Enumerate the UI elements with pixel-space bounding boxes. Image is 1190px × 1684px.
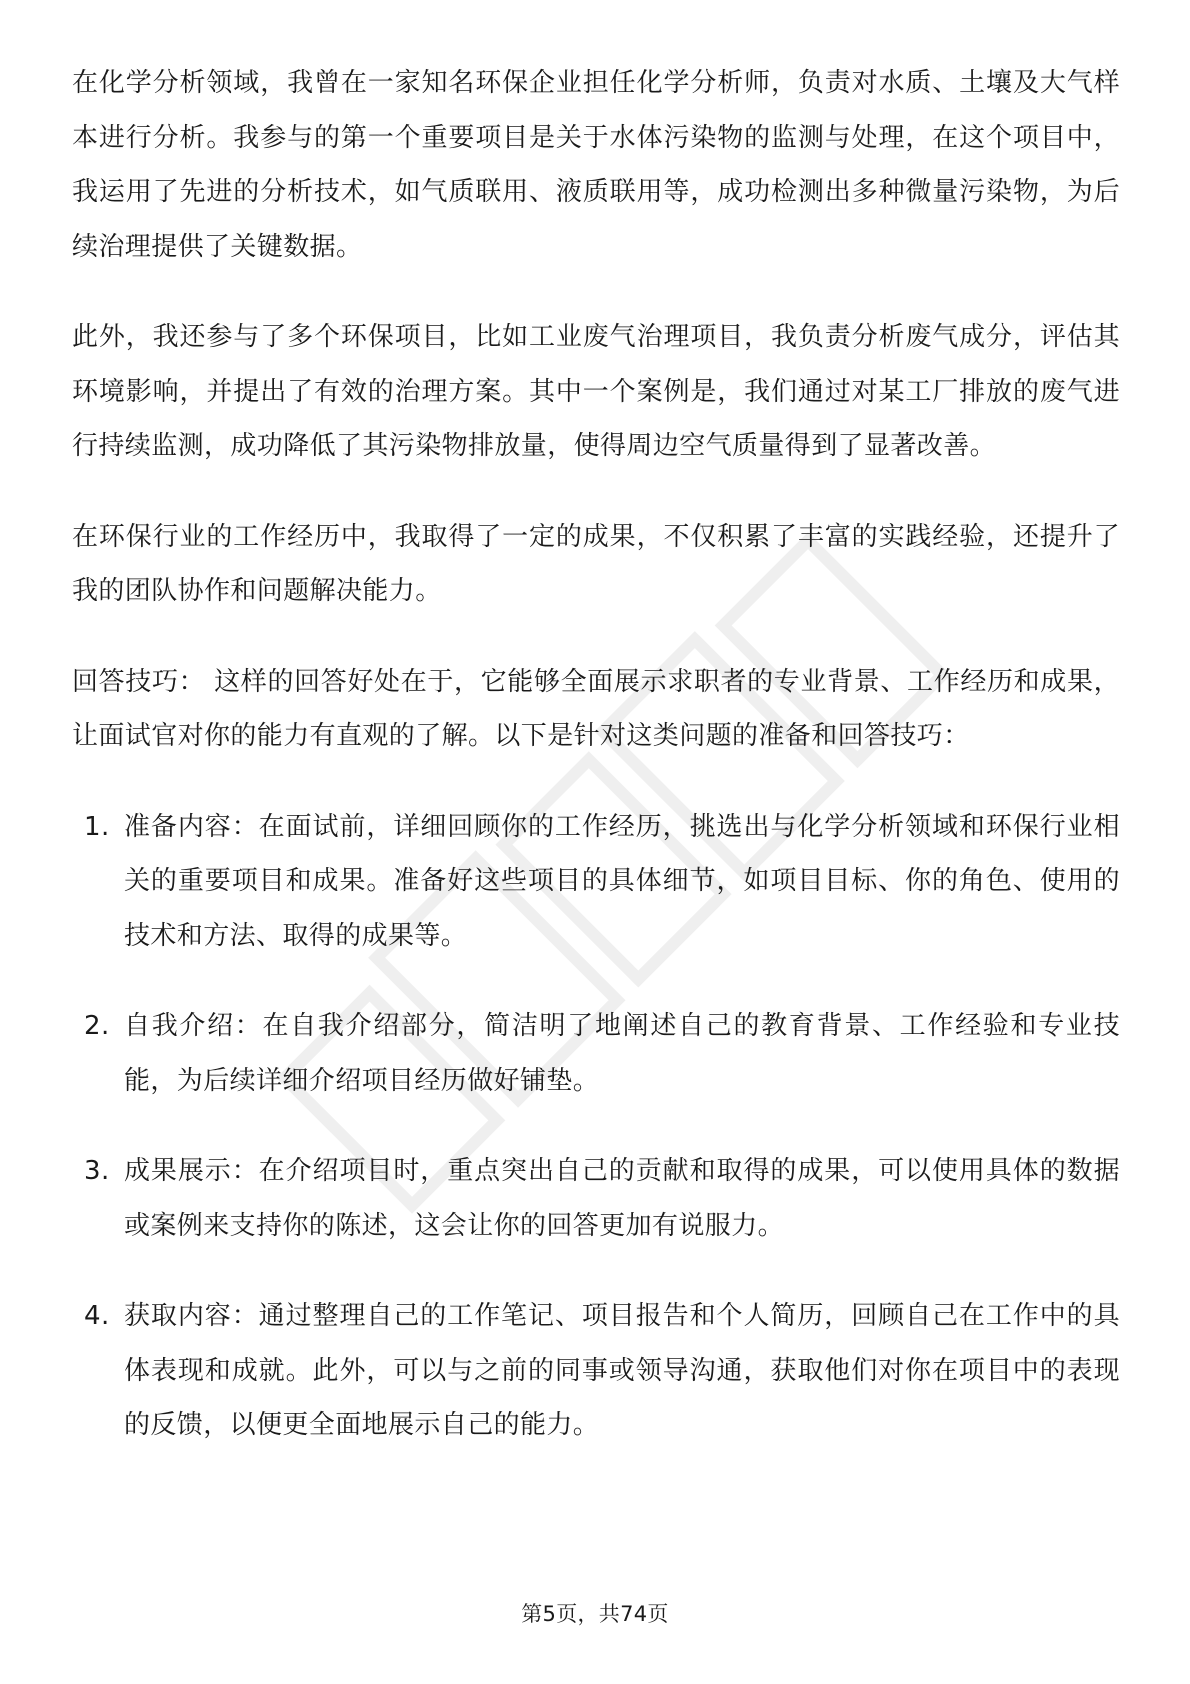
list-item — [72, 999, 1120, 1108]
list-item-text: 准备内容：在面试前，详细回顾你的工作经历，挑选出与化学分析领域和环保行业相关的重要项目和成果。准备好这些项目的具体细节，如项目目标、你的角色、使用的技术和方法、取得的成果等。 — [124, 811, 1120, 951]
list-marker: 1. — [84, 811, 110, 842]
list-item-text: 自我介绍：在自我介绍部分，简洁明了地阐述自己的教育背景、工作经验和专业技能，为后续详细介绍项目经历做好铺垫。 — [124, 1011, 1120, 1096]
list-item — [72, 1144, 1120, 1253]
paragraph-environmental-projects: 此外，我还参与了多个环保项目，比如工业废气治理项目，我负责分析废气成分，评估其环境影响，并提出了有效的治理方案。其中一个案例是，我们通过对某工厂排放的废气进行持续监测，成功降低了其污染物排放量，使得周边空气质量得到了显著改善。 — [72, 322, 1120, 461]
document-body — [72, 56, 1120, 1489]
list-item-text: 获取内容：通过整理自己的工作笔记、项目报告和个人简历，回顾自己在工作中的具体表现和成就。此外，可以与之前的同事或领导沟通，获取他们对你在项目中的表现的反馈，以便更全面地展示自己的能力。 — [124, 1301, 1120, 1440]
list-item-text: 成果展示：在介绍项目时，重点突出自己的贡献和取得的成果，可以使用具体的数据或案例来支持你的陈述，这会让你的回答更加有说服力。 — [124, 1156, 1120, 1241]
paragraph-chemistry-experience: 在化学分析领域，我曾在一家知名环保企业担任化学分析师，负责对水质、土壤及大气样本进行分析。我参与的第一个重要项目是关于水体污染物的监测与处理，在这个项目中，我运用了先进的分析技术，如气质联用、液质联用等，成功检测出多种微量污染物，为后续治理提供了关键数据。 — [72, 68, 1120, 262]
list-marker: 4. — [84, 1301, 110, 1331]
list-item — [72, 800, 1120, 964]
list-item — [72, 1289, 1120, 1453]
list-marker: 2. — [84, 1011, 110, 1041]
page-number-footer: 第5页，共74页 — [521, 1602, 669, 1626]
paragraph-answer-tips: 回答技巧： 这样的回答好处在于，它能够全面展示求职者的专业背景、工作经历和成果，让面试官对你的能力有直观的了解。以下是针对这类问题的准备和回答技巧： — [72, 666, 1120, 751]
paragraph-achievements: 在环保行业的工作经历中，我取得了一定的成果，不仅积累了丰富的实践经验，还提升了我的团队协作和问题解决能力。 — [72, 521, 1120, 606]
tips-list — [72, 800, 1120, 1453]
list-marker: 3. — [84, 1156, 110, 1186]
